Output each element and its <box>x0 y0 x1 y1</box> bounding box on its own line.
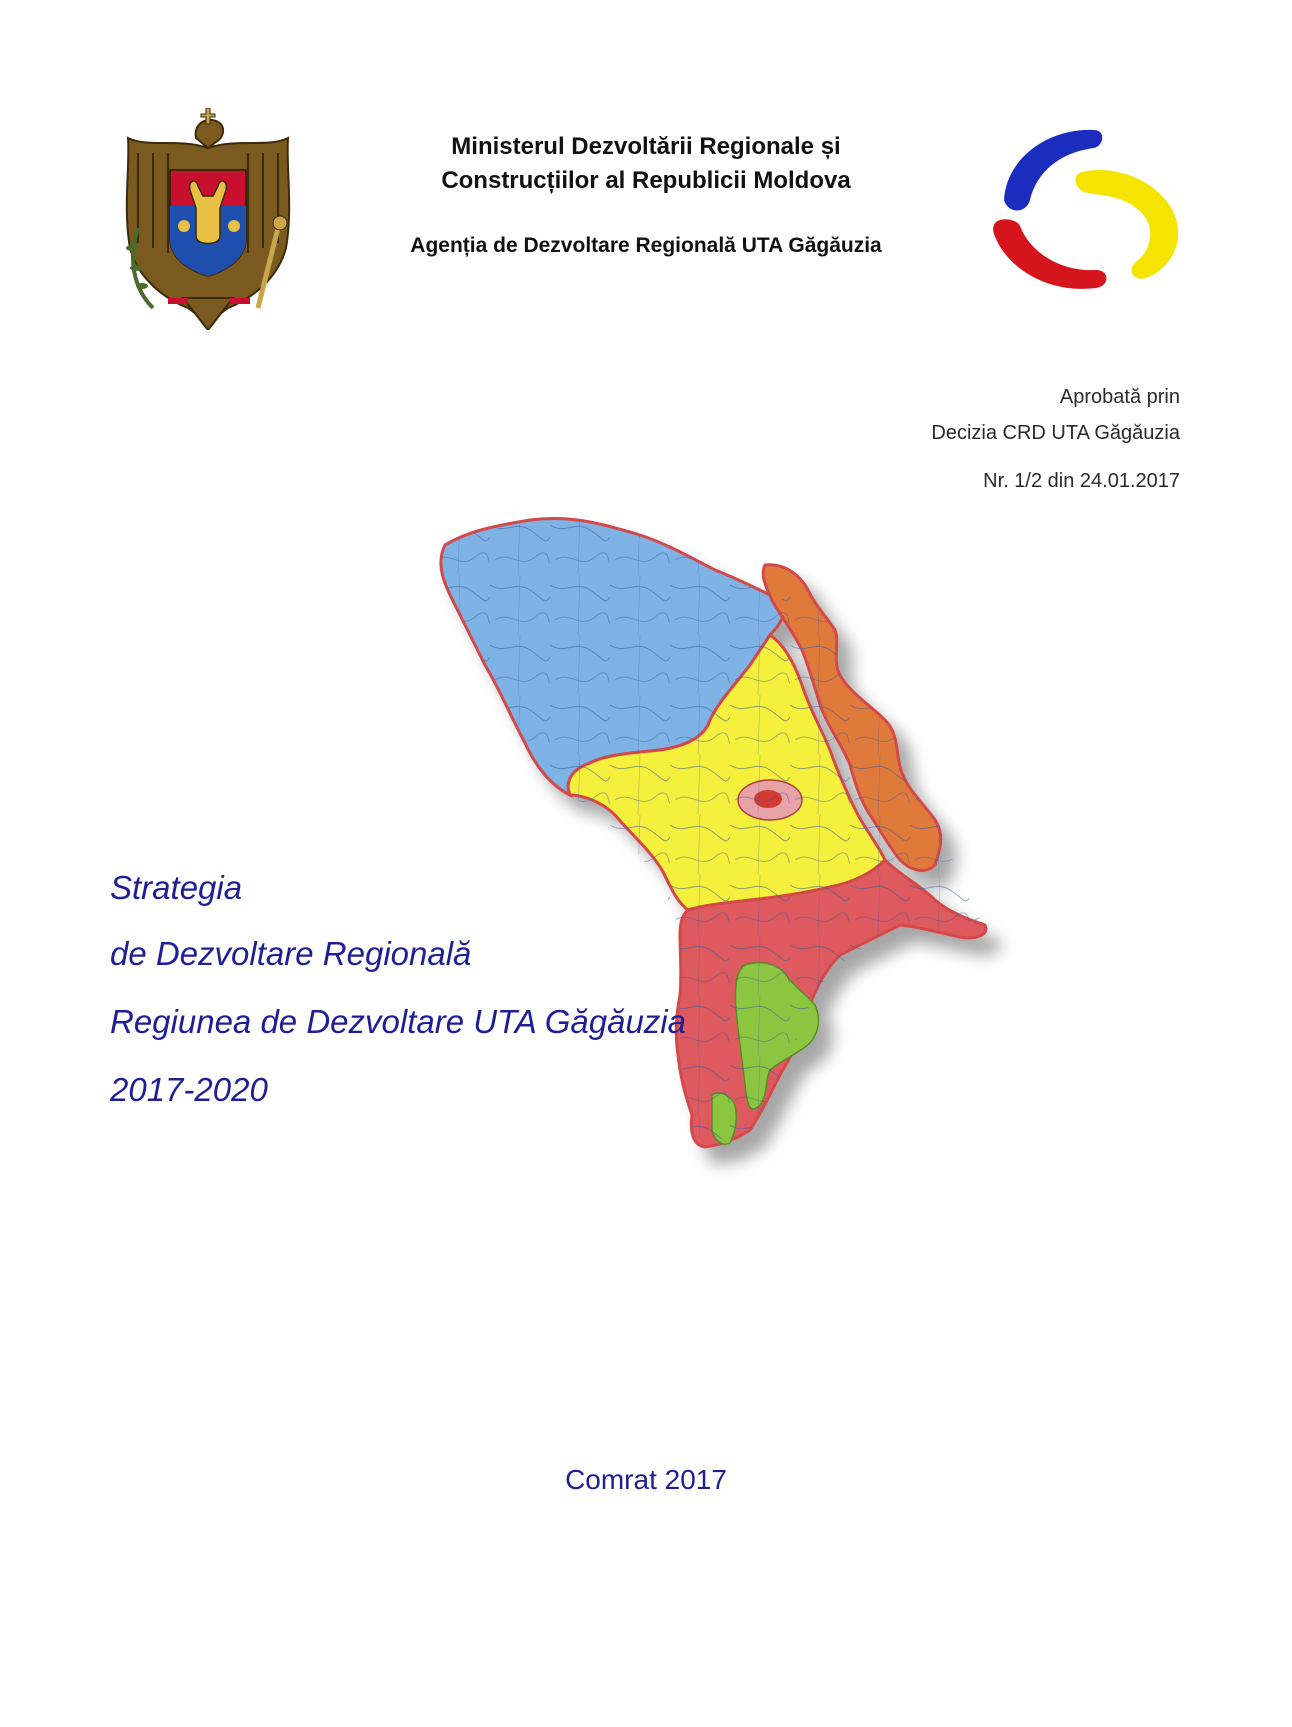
place-and-year: Comrat 2017 <box>565 1464 727 1495</box>
title-line3: Regiunea de Dezvoltare UTA Găgăuzia <box>110 1003 686 1040</box>
approval-line1: Aprobată prin <box>1059 386 1180 408</box>
ministry-header <box>340 130 952 198</box>
title-line1: Strategia <box>110 869 243 906</box>
approval-block <box>931 384 1180 494</box>
moldova-regions-map <box>430 515 1130 1260</box>
agency-header <box>340 231 952 261</box>
approval-decision-number: Nr. 1/2 din 24.01.2017 <box>983 470 1180 492</box>
coat-of-arms-logo <box>108 108 313 330</box>
ministry-name-line1: Ministerul Dezvoltării Regionale și <box>451 133 841 160</box>
approval-line2: Decizia CRD UTA Găgăuzia <box>931 422 1180 444</box>
title-line2: de Dezvoltare Regională <box>110 935 472 972</box>
agency-logo <box>986 122 1182 298</box>
title-line4: 2017-2020 <box>110 1071 268 1108</box>
ministry-name-line2: Construcțiilor al Republicii Moldova <box>441 167 851 194</box>
agency-name: Agenția de Dezvoltare Regională UTA Găgăuzia <box>410 234 882 257</box>
